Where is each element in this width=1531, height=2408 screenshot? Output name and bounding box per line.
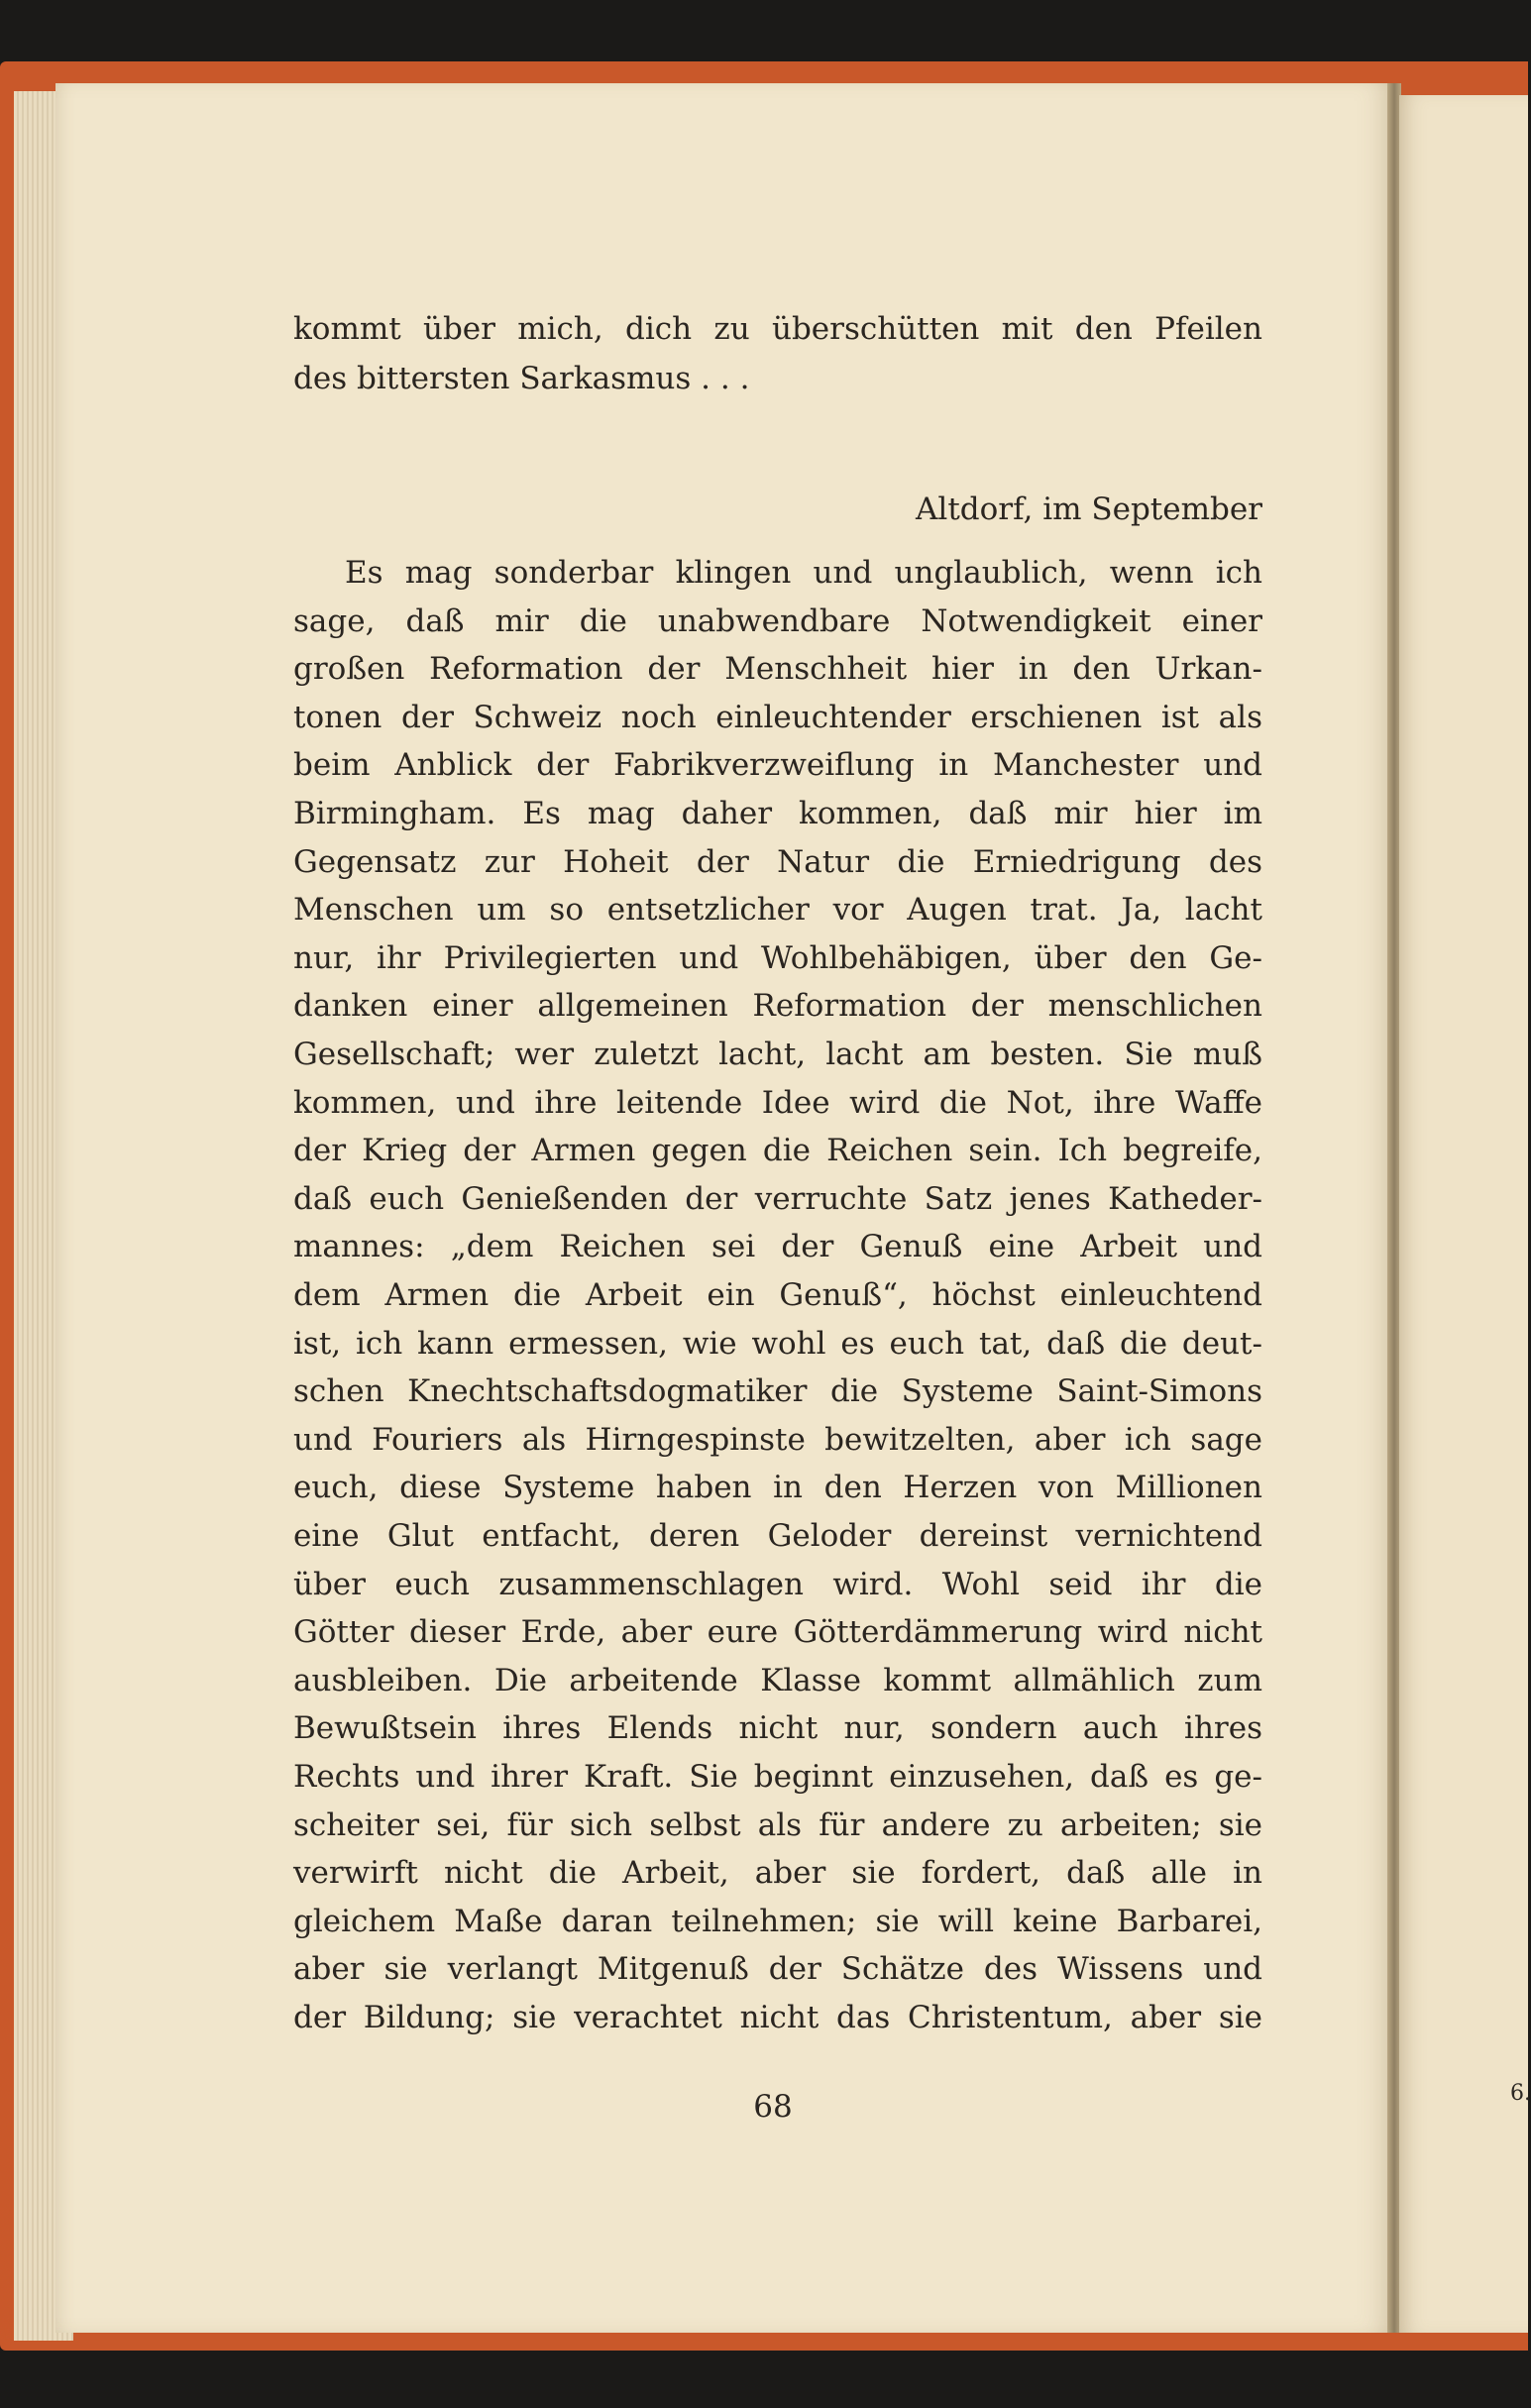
text-line: über euch zusammenschlagen wird. Wohl seid ihr die — [293, 1566, 1262, 1602]
text-line: der Bildung; sie verachtet nicht das Christentum, aber sie — [293, 2000, 1262, 2035]
text-line: und Fouriers als Hirngespinste bewitzelten, aber ich sage — [293, 1421, 1262, 1458]
text-line: des bittersten Sarkasmus . . . — [293, 361, 750, 396]
text-line: Gesellschaft; wer zuletzt lacht, lacht am besten. Sie muß — [293, 1037, 1262, 1072]
text-line: verwirft nicht die Arbeit, aber sie fordert, daß alle in — [293, 1855, 1262, 1892]
text-line: eine Glut entfacht, deren Geloder dereinst vernichtend — [293, 1518, 1262, 1554]
text-line: Götter dieser Erde, aber eure Götterdämmerung wird nicht — [293, 1614, 1262, 1651]
page-number: 68 — [753, 2089, 793, 2125]
text-line: aber sie verlangt Mitgenuß der Schätze des Wissens und — [293, 1951, 1262, 1988]
text-line: dem Armen die Arbeit ein Genuß“, höchst einleuchtend — [293, 1277, 1262, 1313]
text-line: beim Anblick der Fabrikverzweiflung in Manchester und — [293, 747, 1262, 784]
text-line: scheiter sei, für sich selbst als für andere zu arbeiten; sie — [293, 1806, 1262, 1843]
text-line: euch, diese Systeme haben in den Herzen von Millionen — [293, 1470, 1262, 1506]
text-line: Bewußtsein ihres Elends nicht nur, sondern auch ihres — [293, 1710, 1262, 1747]
right-page — [1399, 95, 1528, 2333]
right-page-number: 6. — [1510, 2081, 1531, 2106]
text-line: großen Reformation der Menschheit hier in den Urkan- — [293, 651, 1262, 688]
text-line: Es mag sonderbar klingen und unglaublich, wenn ich — [345, 555, 1262, 591]
text-line: der Krieg der Armen gegen die Reichen sein. Ich begreife, — [293, 1133, 1262, 1169]
text-line: gleichem Maße daran teilnehmen; sie will keine Barbarei, — [293, 1903, 1262, 1939]
text-line: sage, daß mir die unabwendbare Notwendigkeit einer — [293, 602, 1262, 639]
text-line: Birmingham. Es mag daher kommen, daß mir hier im — [293, 796, 1262, 831]
text-line: ist, ich kann ermessen, wie wohl es euch tat, daß die deut- — [293, 1325, 1262, 1362]
text-line: tonen der Schweiz noch einleuchtender erschienen ist als — [293, 699, 1262, 735]
text-line: daß euch Genießenden der verruchte Satz jenes Katheder- — [293, 1180, 1262, 1217]
text-line: Gegensatz zur Hoheit der Natur die Erniedrigung des — [293, 843, 1262, 880]
text-line: mannes: „dem Reichen sei der Genuß eine Arbeit und — [293, 1229, 1262, 1265]
text-line: kommen, und ihre leitende Idee wird die Not, ihre Waffe — [293, 1084, 1262, 1121]
text-line: danken einer allgemeinen Reformation der menschlichen — [293, 988, 1262, 1025]
text-line: nur, ihr Privilegierten und Wohlbehäbigen, über den Ge- — [293, 939, 1262, 976]
text-line: Menschen um so entsetzlicher vor Augen trat. Ja, lacht — [293, 892, 1262, 929]
text-line: schen Knechtschaftsdogmatiker die Systeme Saint-Simons — [293, 1373, 1262, 1410]
letter-dateline: Altdorf, im September — [916, 492, 1262, 527]
text-line: Rechts und ihrer Kraft. Sie beginnt einzusehen, daß es ge- — [293, 1759, 1262, 1795]
text-line: ausbleiben. Die arbeitende Klasse kommt allmählich zum — [293, 1662, 1262, 1698]
text-line: kommt über mich, dich zu überschütten mit den Pfeilen — [293, 311, 1262, 347]
